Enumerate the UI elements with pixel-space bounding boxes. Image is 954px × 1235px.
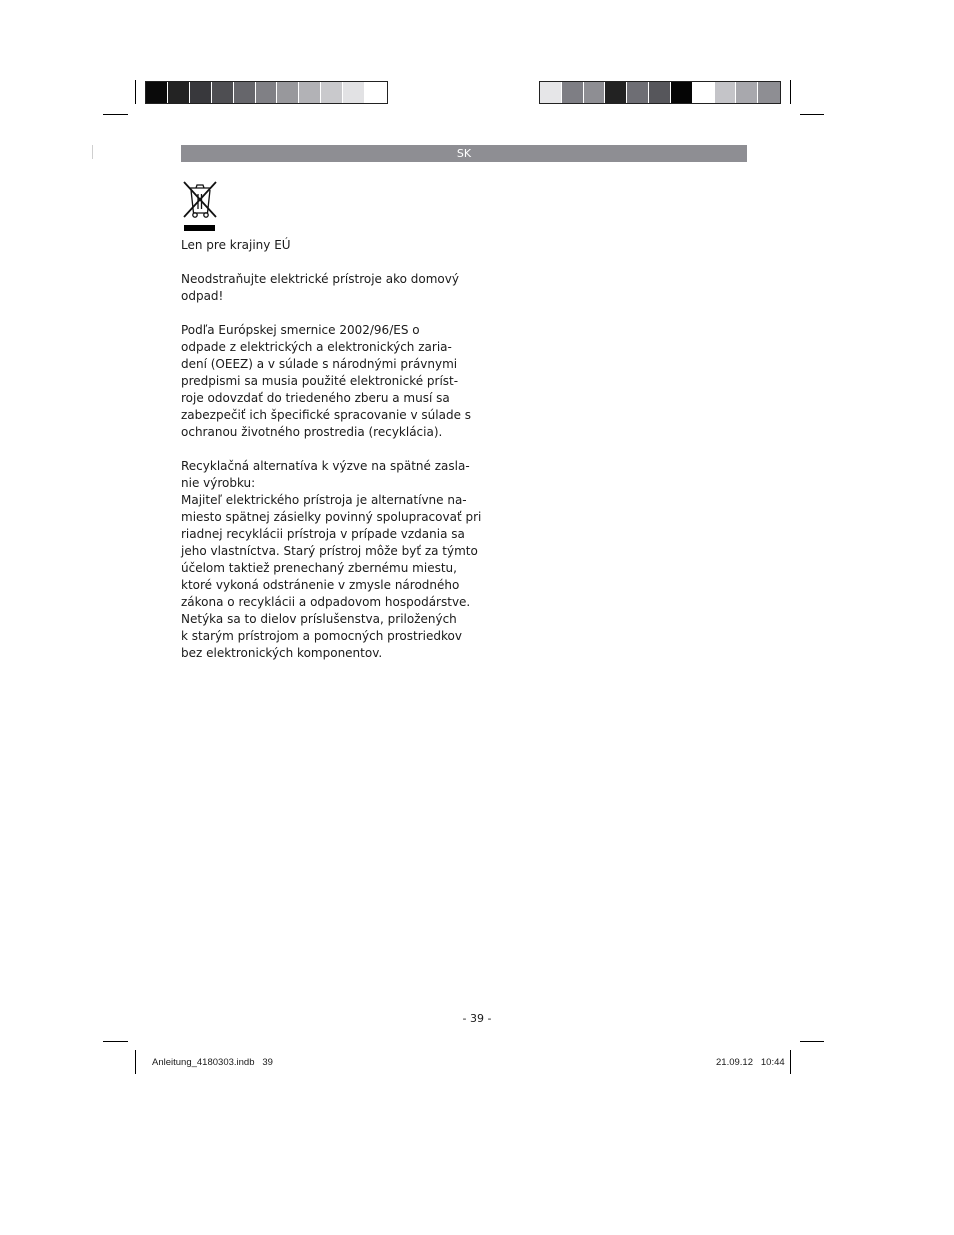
text-line: ktoré vykoná odstránenie v zmysle národného [181, 578, 460, 592]
color-swatch [321, 82, 343, 103]
language-label: SK [456, 147, 472, 160]
crop-mark [92, 145, 93, 159]
paragraph-gap [181, 441, 461, 458]
text-line: Majiteľ elektrického prístroja je alternatívne na- [181, 493, 467, 507]
color-swatch [299, 82, 321, 103]
color-swatch [168, 82, 190, 103]
text-line: k starým prístrojom a pomocných prostriedkov [181, 629, 462, 643]
color-swatch [365, 82, 387, 103]
crop-mark [790, 80, 791, 104]
color-swatch [584, 82, 606, 103]
color-swatch [562, 82, 584, 103]
color-swatch [693, 82, 715, 103]
text-line: predpismi sa musia použité elektronické príst- [181, 374, 459, 388]
print-date-time: 21.09.12 10:44 [716, 1057, 785, 1068]
crop-mark [103, 114, 128, 115]
color-bar-left [145, 81, 388, 104]
color-swatch [212, 82, 234, 103]
body-text [181, 237, 482, 662]
text-line: Recyklačná alternatíva k výzve na spätné zasla- [181, 459, 470, 473]
text-line: odpad! [181, 289, 224, 303]
text-line: ochranou životného prostredia (recyklácia). [181, 425, 443, 439]
page-number: - 39 - [462, 1012, 492, 1025]
color-swatch [758, 82, 780, 103]
text-line: odpade z elektrických a elektronických zaria- [181, 340, 452, 354]
color-swatch [343, 82, 365, 103]
crop-mark [103, 1041, 128, 1042]
crop-mark [135, 80, 136, 104]
color-swatch [234, 82, 256, 103]
crop-mark [790, 1050, 791, 1074]
crop-mark [135, 1050, 136, 1074]
crossed-out-wheelie-bin-icon [181, 180, 219, 233]
crop-mark [800, 114, 824, 115]
color-swatch [736, 82, 758, 103]
color-swatch [671, 82, 693, 103]
color-swatch [627, 82, 649, 103]
text-line: nie výrobku: [181, 476, 256, 490]
color-swatch [256, 82, 278, 103]
text-line: zákona o recyklácii a odpadovom hospodárstve. [181, 595, 471, 609]
color-swatch [277, 82, 299, 103]
text-line: riadnej recyklácii prístroja v prípade vzdania sa [181, 527, 465, 541]
text-line: Len pre krajiny EÚ [181, 238, 291, 252]
paragraph-gap [181, 305, 461, 322]
color-swatch [715, 82, 737, 103]
text-line: Netýka sa to dielov príslušenstva, priložených [181, 612, 457, 626]
text-line: Neodstraňujte elektrické prístroje ako domový [181, 272, 459, 286]
text-line: roje odovzdať do triedeného zberu a musí sa [181, 391, 450, 405]
paragraph-gap [181, 254, 461, 271]
text-line: bez elektronických komponentov. [181, 646, 383, 660]
color-swatch [146, 82, 168, 103]
text-line: účelom taktiež prenechaný zbernému miestu, [181, 561, 457, 575]
color-swatch [605, 82, 627, 103]
text-line: dení (OEEZ) a v súlade s národnými právnymi [181, 357, 458, 371]
text-line: Podľa Európskej smernice 2002/96/ES o [181, 323, 420, 337]
color-bar-right [539, 81, 781, 104]
crop-mark [800, 1041, 824, 1042]
file-label: Anleitung_4180303.indb 39 [152, 1057, 273, 1068]
color-swatch [190, 82, 212, 103]
text-line: miesto spätnej zásielky povinný spolupracovať pri [181, 510, 482, 524]
language-header [181, 145, 747, 162]
color-swatch [649, 82, 671, 103]
text-line: jeho vlastníctva. Starý prístroj môže byť za týmto [181, 544, 478, 558]
text-line: zabezpečiť ich špecifické spracovanie v súlade s [181, 408, 472, 422]
color-swatch [540, 82, 562, 103]
